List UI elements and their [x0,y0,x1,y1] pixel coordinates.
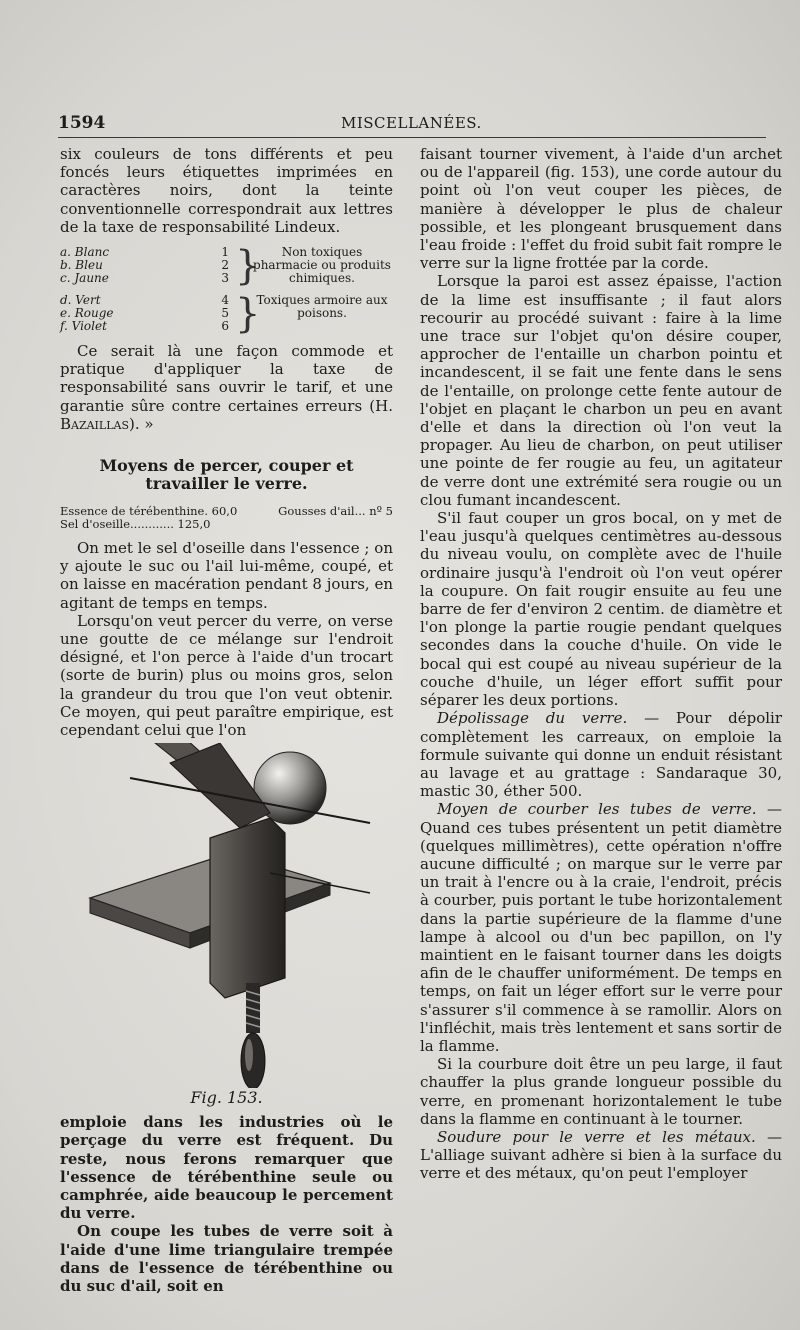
body-paragraph: Lorsque la paroi est assez épaisse, l'action de la lime est insuffisante ; il faut alors recourir au procédé suivant : faire à la lime une trace sur l'objet qu'on désire couper, approcher de l'entaille un charbon pointu et incandescent, il se fait une fente dans le sens de l'entaille, on prolonge cette fente autour de l'objet en plaçant le charbon un peu en avant d'elle et dans la direction où l'on veut la propager. Au lieu de charbon, on peut utiliser une pointe de fer rougie au feu, un agitateur de verre dont une extrémité sera rougie ou un clou fumant incandescent. [420,272,782,509]
body-paragraph: On coupe les tubes de verre soit à l'aide d'une lime triangulaire trempée dans de l'essence de térébenthine ou du suc d'ail, soit en [60,1222,393,1296]
brace-icon: } [235,291,261,338]
body-paragraph: faisant tourner vivement, à l'aide d'un archet ou de l'appareil (fig. 153), une corde autour du point où l'on veut couper les pièces, de manière à développer le plus de chaleur possible, et les plongeant brusquement dans l'eau froide : l'effet du froid subit fait rompre le verre sur la ligne frottée par la corde. [420,145,782,273]
legend-note-toxic: Toxiques armoire aux poisons. [256,293,388,321]
intro-paragraph: six couleurs de tons différents et peu foncés leurs étiquettes imprimées en caractères noirs, dont la teinte conventionnelle correspondrait aux lettres de la taxe de responsabilité Lindeux. [60,145,393,236]
legend-group-nontoxic [60,243,393,290]
legend-row: e. Rouge 5 [60,306,229,321]
legend-row: d. Vert 4 [60,293,229,308]
legend-note-nontoxic: Non toxiques pharmacie ou produits chimiques. [253,245,391,286]
closing-paragraph: Ce serait là une façon commode et pratique d'appliquer la taxe de responsabilité sans ouvrir le tarif, et une garantie sûre contre certaines erreurs (H. Bazaillas). » [60,342,393,433]
body-paragraph: On met le sel d'oseille dans l'essence ; on y ajoute le suc ou l'ail lui-même, coupé, et on laisse en macération pendant 8 jours, en agitant de temps en temps. [60,539,393,612]
subsection-depolissage: Dépolissage du verre. — Pour dépolir complètement les carreaux, on emploie la formule suivante qui donne un enduit résistant au lavage et au grattage : Sandaraque 30, mastic 30, éther 500. [420,709,782,801]
legend-row: c. Jaune 3 [60,271,229,286]
glass-cutter-clamp-illustration [60,743,393,1088]
color-legend [60,243,393,338]
legend-row: f. Violet 6 [60,319,229,334]
body-paragraph: emploie dans les industries où le perçage du verre est fréquent. Du reste, nous ferons remarquer que l'essence de térébenthine seule ou camphrée, aide beaucoup le percement du verre. [60,1113,393,1223]
body-paragraph: Lorsqu'on veut percer du verre, on verse une goutte de ce mélange sur l'endroit désigné, et l'on perce à l'aide d'un trocart (sorte de burin) plus ou moins gros, selon la grandeur du trou que l'on veut obtenir. Ce moyen, qui peut paraître empirique, est cependant celui que l'on [60,611,393,740]
body-paragraph: Si la courbure doit être un peu large, il faut chauffer la plus grande longueur possible du verre, en promenant horizontalement le tube dans la flamme en continuant à le tourner. [420,1055,782,1128]
left-column [60,145,393,1295]
legend-row: a. Blanc 1 [60,245,229,260]
subsection-title: Moyen de courber les tubes de verre. [437,800,757,819]
recipe-table [60,505,393,531]
legend-group-toxic [60,291,393,338]
section-title: Moyens de percer, couper et travailler le verre. [99,456,354,494]
legend-row: b. Bleu 2 [60,258,229,273]
recipe-row: Sel d'oseille............ 125,0 [60,517,211,532]
running-title: MISCELLANÉES. [341,114,482,132]
right-column [420,145,782,1183]
figure-caption: Fig. 153. [190,1088,263,1108]
page-header [58,113,760,137]
subsection-title: Soudure pour le verre et les métaux. [437,1127,756,1146]
recipe-row: Essence de térébenthine. 60,0 Gousses d'ail... nº 5 [60,504,393,519]
brace-icon: } [235,243,261,290]
figure-153 [60,743,393,1113]
body-paragraph: S'il faut couper un gros bocal, on y met de l'eau jusqu'à quelques centimètres au-dessous du niveau voulu, on complète avec de l'huile ordinaire jusqu'à l'endroit où l'on veut opérer la coupure. On fait rougir ensuite au feu une barre de fer d'environ 2 centim. de diamètre et l'on plonge la partie rougie pendant quelques secondes dans la couche d'huile. On vide le bocal qui est coupé au niveau supérieur de la couche d'huile, un léger effort suffit pour séparer les deux portions. [420,509,782,710]
header-rule [58,137,766,138]
subsection-title: Dépolissage du verre. [437,709,628,728]
subsection-soudure: Soudure pour le verre et les métaux. — L'alliage suivant adhère si bien à la surface du verre et des métaux, qu'on peut l'employer [420,1127,782,1183]
subsection-courber: Moyen de courber les tubes de verre. — Quand ces tubes présentent un petit diamètre (quelques millimètres), cette opération n'offre aucune difficulté ; on marque sur le verre par un trait à l'encre ou à la craie, l'endroit, précis à courber, puis portant le tube horizontalement dans la partie supérieure de la flamme d'une lampe à alcool ou d'un bec papillon, on l'y maintient en le faisant tourner dans les doigts afin de le chauffer uniformément. De temps en temps, on fait un léger effort sur le verre pour s'assurer s'il commence à se ramollir. Alors on l'infléchit, mais très lentement et sans sortir de la flamme. [420,800,782,1055]
author-name: H. Bazaillas [60,396,393,433]
page-number: 1594 [58,113,106,133]
